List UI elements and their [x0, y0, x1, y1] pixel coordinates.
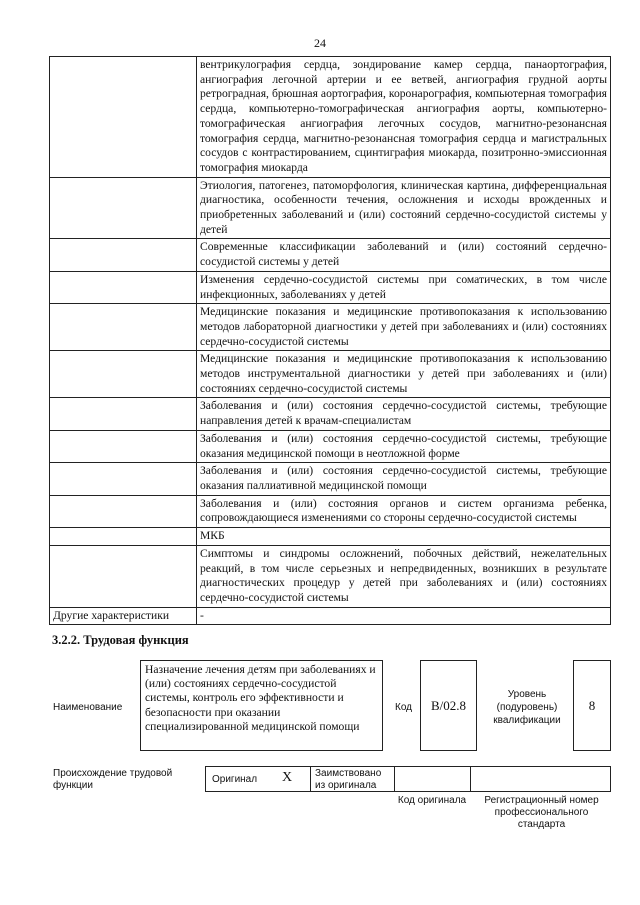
row-label-other: Другие характеристики [50, 607, 197, 625]
page-number: 24 [314, 36, 326, 50]
table-row [50, 463, 611, 495]
table-row [50, 177, 611, 239]
row-text: - [197, 607, 611, 625]
table-row [50, 430, 611, 462]
row-text: Современные классификации заболеваний и (или) состояний сердечно-сосудистой системы у детей [197, 239, 611, 271]
original-label: Оригинал [212, 774, 258, 785]
row-label [50, 57, 197, 178]
origin-row [205, 766, 611, 792]
section-title: 3.2.2. Трудовая функция [52, 633, 189, 647]
original-code-cell [395, 767, 471, 791]
table-row [50, 495, 611, 527]
level-label: Уровень (подуровень) квалификации [493, 689, 561, 726]
level-value-box: 8 [573, 660, 611, 751]
name-label: Наименование [53, 702, 123, 713]
row-text: вентрикулография сердца, зондирование камер сердца, панаортография, ангиография легочной артерии и ее ветвей, ангиография грудной аорты ретроградная, брюшная аортография, коронарография, компьютерная томография сердца, компьютерно-томографическая ангиография аорты, компьютерно-томографическая ангиография легочных сосудов, магнитно-резонансная томография сердца, магнитно-резонансная томография сердца и магистральных сосудов с контрастированием, сцинтиграфия миокарда, позитронно-эмиссионная томография миокарда [197, 57, 611, 178]
function-name-box: Назначение лечения детям при заболеваниях и (или) состояниях сердечно-сосудистой системы, контроль его эффективности и безопасности при оказании специализированной медицинской помощи [140, 660, 383, 751]
code-original-caption: Код оригинала [397, 795, 467, 806]
row-text: Заболевания и (или) состояния сердечно-сосудистой системы, требующие направления детей к врачам-специалистам [197, 398, 611, 430]
row-label [50, 545, 197, 607]
table-row [50, 607, 611, 625]
table-row [50, 351, 611, 398]
row-text: Медицинские показания и медицинские противопоказания к использованию методов лабораторной диагностики у детей при заболеваниях и (или) состояниях сердечно-сосудистой системы [197, 304, 611, 351]
row-text: Симптомы и синдромы осложнений, побочных действий, нежелательных реакций, в том числе серьезных и непредвиденных, возникших в результате диагностических процедур у детей при заболеваниях и (или) состояниях сердечно-сосудистой системы [197, 545, 611, 607]
original-mark: X [282, 770, 293, 785]
row-text: Заболевания и (или) состояния органов и систем организма ребенка, сопровождающиеся изменениями со стороны сердечно-сосудистой системы [197, 495, 611, 527]
row-text: Изменения сердечно-сосудистой системы при соматических, в том числе инфекционных, заболеваниях у детей [197, 271, 611, 303]
table-row [50, 271, 611, 303]
row-label [50, 495, 197, 527]
borrowed-label: Заимствовано из оригинала [315, 768, 382, 791]
row-text: Этиология, патогенез, патоморфология, клиническая картина, дифференциальная диагностика, особенности течения, осложнения и исходы врожденных и приобретенных заболеваний и (или) состояний сердечно-сосудистой системы у детей [197, 177, 611, 239]
row-text: Заболевания и (или) состояния сердечно-сосудистой системы, требующие оказания паллиативной медицинской помощи [197, 463, 611, 495]
reg-number-caption: Регистрационный номер профессионального стандарта [484, 795, 599, 830]
code-value-box: B/02.8 [420, 660, 477, 751]
row-label [50, 304, 197, 351]
row-label [50, 177, 197, 239]
reg-number-cell [471, 767, 610, 791]
row-text: Медицинские показания и медицинские противопоказания к использованию методов инструментальной диагностики у детей при заболеваниях и (или) состояниях сердечно-сосудистой системы [197, 351, 611, 398]
table-row [50, 239, 611, 271]
table-row [50, 304, 611, 351]
code-label: Код [395, 702, 413, 713]
row-label [50, 239, 197, 271]
row-text: МКБ [197, 528, 611, 546]
original-cell [206, 767, 311, 791]
row-text: Заболевания и (или) состояния сердечно-сосудистой системы, требующие оказания медицинской помощи в неотложной форме [197, 430, 611, 462]
origin-label: Происхождение трудовой функции [53, 768, 173, 791]
row-label [50, 271, 197, 303]
knowledge-table [49, 56, 611, 625]
row-label [50, 398, 197, 430]
table-row [50, 398, 611, 430]
row-label [50, 528, 197, 546]
row-label [50, 351, 197, 398]
borrowed-cell [311, 767, 395, 791]
table-row [50, 528, 611, 546]
table-row [50, 57, 611, 178]
row-label [50, 463, 197, 495]
table-row [50, 545, 611, 607]
row-label [50, 430, 197, 462]
